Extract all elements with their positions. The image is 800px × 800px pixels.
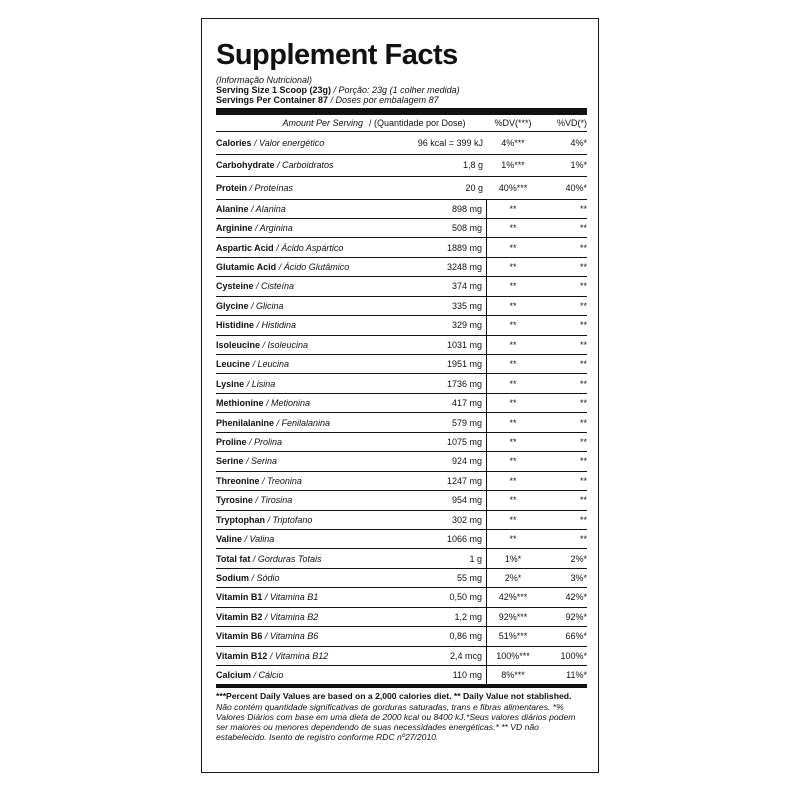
nutrient-name-cell bbox=[216, 534, 379, 544]
nutrient-dv: ** bbox=[509, 262, 517, 273]
nutrient-dv: ** bbox=[509, 378, 517, 389]
nutrient-name-pt: / Vitamina B2 bbox=[262, 611, 319, 622]
nutrient-dv: 100%*** bbox=[496, 650, 530, 661]
nutrient-name: Histidine bbox=[216, 320, 255, 331]
nutrient-name-pt: / Isoleucina bbox=[260, 339, 309, 350]
nutrient-row bbox=[216, 131, 587, 154]
nutrient-name: Glycine bbox=[216, 300, 249, 311]
nutrient-name-cell bbox=[216, 573, 379, 583]
nutrient-amount: 1,8 g bbox=[462, 160, 483, 171]
info-pt: (Informação Nutricional) bbox=[216, 75, 313, 85]
nutrient-vd: ** bbox=[579, 281, 587, 292]
nutrient-name-pt: / Cisteína bbox=[253, 281, 295, 292]
nutrient-name-pt: / Vitamina B1 bbox=[262, 592, 319, 603]
nutrient-dv: ** bbox=[509, 495, 517, 506]
nutrient-amount: 1 g bbox=[379, 549, 487, 567]
nutrient-name-cell bbox=[216, 476, 379, 486]
nutrient-name: Vitamin B6 bbox=[216, 631, 263, 642]
nutrient-row bbox=[216, 626, 587, 645]
nutrient-amount: 1951 mg bbox=[379, 355, 487, 373]
nutrient-name-pt: / Sódio bbox=[249, 573, 280, 584]
nutrient-name-cell bbox=[216, 398, 379, 408]
nutrient-name-pt: / Fenilalanina bbox=[274, 417, 331, 428]
nutrient-vd: ** bbox=[579, 475, 587, 486]
nutrient-dv: 1%* bbox=[504, 553, 522, 564]
nutrient-name: Tyrosine bbox=[216, 495, 253, 506]
nutrient-dv: 4%*** bbox=[501, 137, 525, 148]
nutrient-dv: 42%*** bbox=[498, 592, 528, 603]
nutrient-amount: 1736 mg bbox=[379, 374, 487, 392]
nutrient-name-pt: / Vitamina B12 bbox=[267, 650, 329, 661]
nutrient-vd: ** bbox=[579, 534, 587, 545]
nutrient-row bbox=[216, 490, 587, 509]
nutrient-name-cell bbox=[216, 320, 379, 330]
nutrient-name-pt: / Triptofano bbox=[265, 514, 313, 525]
nutrient-row bbox=[216, 451, 587, 470]
nutrient-name-cell bbox=[216, 670, 379, 680]
nutrient-name: Phenilalanine bbox=[216, 417, 275, 428]
nutrient-amount: 1247 mg bbox=[379, 472, 487, 490]
nutrient-dv: ** bbox=[509, 223, 517, 234]
nutrient-name-pt: / Prolina bbox=[246, 436, 283, 447]
nutrient-name: Threonine bbox=[216, 475, 260, 486]
nutrient-name-cell bbox=[216, 495, 379, 505]
nutrient-row bbox=[216, 607, 587, 626]
nutrient-vd: ** bbox=[579, 359, 587, 370]
nutrient-name-pt: / Cálcio bbox=[251, 670, 284, 681]
nutrient-dv: 1%*** bbox=[501, 160, 525, 171]
nutrient-dv: ** bbox=[509, 242, 517, 253]
nutrient-name-cell bbox=[216, 359, 379, 369]
nutrient-vd: ** bbox=[579, 456, 587, 467]
label-title: Supplement Facts bbox=[216, 39, 458, 71]
nutrient-row bbox=[216, 510, 587, 529]
nutrient-dv: ** bbox=[509, 320, 517, 331]
nutrient-vd: 40%* bbox=[565, 182, 587, 193]
header-dv: %DV(***) bbox=[494, 118, 532, 128]
nutrient-row bbox=[216, 276, 587, 295]
nutrient-row bbox=[216, 665, 587, 684]
nutrient-dv: ** bbox=[509, 203, 517, 214]
nutrient-name-pt: / Histidina bbox=[254, 320, 297, 331]
nutrient-vd: ** bbox=[579, 339, 587, 350]
nutrient-name-cell bbox=[216, 340, 379, 350]
nutrient-name: Carbohydrate bbox=[216, 160, 275, 171]
nutrient-row bbox=[216, 587, 587, 606]
column-header bbox=[216, 115, 587, 131]
nutrient-amount: 508 mg bbox=[379, 219, 487, 237]
nutrient-name: Calories bbox=[216, 137, 252, 148]
nutrient-name: Leucine bbox=[216, 359, 251, 370]
nutrient-vd: ** bbox=[579, 223, 587, 234]
nutrient-name: Isoleucine bbox=[216, 339, 261, 350]
nutrient-vd: ** bbox=[579, 436, 587, 447]
nutrient-name: Vitamin B1 bbox=[216, 592, 263, 603]
nutrient-amount: 1,2 mg bbox=[379, 608, 487, 626]
nutrient-name-cell bbox=[216, 515, 379, 525]
nutrient-dv: 8%*** bbox=[501, 670, 525, 681]
nutrient-name-cell bbox=[216, 437, 379, 447]
nutrient-row bbox=[216, 646, 587, 665]
nutrient-name: Protein bbox=[216, 182, 248, 193]
nutrient-name-cell bbox=[216, 281, 379, 291]
nutrient-name-cell bbox=[216, 592, 379, 602]
nutrient-amount: 1075 mg bbox=[379, 433, 487, 451]
nutrient-row bbox=[216, 154, 587, 177]
nutrient-row bbox=[216, 412, 587, 431]
nutrient-dv: 40%*** bbox=[498, 182, 528, 193]
nutrient-amount: 374 mg bbox=[379, 277, 487, 295]
nutrient-dv: ** bbox=[509, 300, 517, 311]
nutrient-row bbox=[216, 373, 587, 392]
nutrient-name-cell bbox=[216, 223, 379, 233]
nutrient-amount: 0,50 mg bbox=[379, 588, 487, 606]
nutrient-name: Aspartic Acid bbox=[216, 242, 274, 253]
nutrient-vd: ** bbox=[579, 242, 587, 253]
nutrient-name-pt: / Ácido Glutâmico bbox=[276, 262, 350, 273]
nutrient-dv: ** bbox=[509, 514, 517, 525]
nutrient-name-cell bbox=[216, 554, 379, 564]
footnotes bbox=[216, 684, 587, 742]
nutrient-vd: 42%* bbox=[565, 592, 587, 603]
serving-size: Serving Size 1 Scoop (23g) bbox=[216, 85, 332, 95]
nutrient-vd: 66%* bbox=[565, 631, 587, 642]
nutrient-name-cell bbox=[216, 138, 379, 148]
nutrient-name: Cysteine bbox=[216, 281, 254, 292]
nutrient-name-cell bbox=[216, 631, 379, 641]
nutrient-amount: 0,86 mg bbox=[379, 627, 487, 645]
nutrient-amount: 898 mg bbox=[379, 200, 487, 218]
nutrient-name-pt: / Ácido Aspártico bbox=[273, 242, 344, 253]
nutrient-name: Glutamic Acid bbox=[216, 262, 277, 273]
nutrient-row bbox=[216, 296, 587, 315]
nutrient-name-pt: / Gorduras Totais bbox=[250, 553, 322, 564]
nutrient-amount: 579 mg bbox=[379, 413, 487, 431]
nutrient-dv: ** bbox=[509, 475, 517, 486]
nutrient-name-pt: / Treonina bbox=[259, 475, 302, 486]
nutrient-name-pt: / Valina bbox=[242, 534, 275, 545]
nutrient-name: Sodium bbox=[216, 573, 249, 584]
nutrient-dv: 92%*** bbox=[498, 611, 528, 622]
nutrient-row bbox=[216, 257, 587, 276]
nutrient-row bbox=[216, 548, 587, 567]
nutrient-name: Serine bbox=[216, 456, 244, 467]
footnote-en: ***Percent Daily Values are based on a 2,000 calories diet. ** Daily Value not stablished. bbox=[216, 691, 572, 702]
nutrient-dv: ** bbox=[509, 534, 517, 545]
nutrient-row bbox=[216, 529, 587, 548]
nutrient-amount: 335 mg bbox=[379, 297, 487, 315]
nutrient-name-pt: / Proteínas bbox=[247, 182, 294, 193]
nutrient-amount: 329 mg bbox=[379, 316, 487, 334]
nutrient-dv: ** bbox=[509, 281, 517, 292]
nutrient-dv: 2%* bbox=[504, 573, 522, 584]
nutrient-dv: ** bbox=[509, 436, 517, 447]
nutrient-name-cell bbox=[216, 183, 379, 193]
nutrient-dv: ** bbox=[509, 417, 517, 428]
nutrient-name: Lysine bbox=[216, 378, 245, 389]
nutrient-name-pt: / Serina bbox=[243, 456, 278, 467]
nutrient-table bbox=[216, 131, 587, 684]
nutrient-amount: 3248 mg bbox=[379, 258, 487, 276]
nutrient-row bbox=[216, 471, 587, 490]
nutrient-name-cell bbox=[216, 160, 379, 170]
nutrient-amount: 110 mg bbox=[379, 666, 487, 684]
nutrient-vd: 100%* bbox=[560, 650, 587, 661]
header-amount: Amount Per Serving bbox=[282, 118, 363, 128]
nutrient-amount: 1031 mg bbox=[379, 336, 487, 354]
supplement-facts-label bbox=[201, 18, 599, 773]
nutrient-vd: 11%* bbox=[566, 670, 587, 681]
nutrient-vd: 2%* bbox=[570, 553, 587, 564]
nutrient-row bbox=[216, 335, 587, 354]
nutrient-amount: 2,4 mcg bbox=[379, 647, 487, 665]
serving-size-pt: / Porção: 23g (1 colher medida) bbox=[331, 85, 460, 95]
nutrient-row bbox=[216, 568, 587, 587]
nutrient-name: Tryptophan bbox=[216, 514, 265, 525]
nutrient-name-cell bbox=[216, 651, 379, 661]
nutrient-row bbox=[216, 432, 587, 451]
nutrient-row bbox=[216, 393, 587, 412]
nutrient-row bbox=[216, 354, 587, 373]
nutrient-row bbox=[216, 315, 587, 334]
nutrient-name: Valine bbox=[216, 534, 243, 545]
nutrient-name-cell bbox=[216, 204, 379, 214]
nutrient-amount: 417 mg bbox=[379, 394, 487, 412]
nutrient-vd: ** bbox=[579, 398, 587, 409]
nutrient-name: Methionine bbox=[216, 398, 264, 409]
nutrient-name: Proline bbox=[216, 436, 247, 447]
nutrient-row bbox=[216, 199, 587, 218]
nutrient-name: Vitamin B12 bbox=[216, 650, 268, 661]
nutrient-amount: 1889 mg bbox=[379, 238, 487, 256]
nutrient-vd: ** bbox=[579, 203, 587, 214]
footnote-pt: Não contém quantidade significativas de gorduras saturadas, trans e fibras alimentares. *% Valores Diários com base em uma dieta de 2000 kcal ou 8400 kJ.*Seus valores diários podem ser maiores ou menores dependendo de suas necessidades energéticas.* ** VD não estabelecido. Isento de registro conforme RDC nº27/2010. bbox=[216, 701, 576, 743]
divider-thick bbox=[216, 108, 587, 115]
nutrient-name-pt: / Tirosina bbox=[252, 495, 293, 506]
nutrient-vd: ** bbox=[579, 378, 587, 389]
nutrient-name-pt: / Vitamina B6 bbox=[262, 631, 319, 642]
nutrient-name-cell bbox=[216, 418, 379, 428]
nutrient-amount: 1066 mg bbox=[379, 530, 487, 548]
nutrient-amount: 96 kcal = 399 kJ bbox=[417, 137, 483, 148]
nutrient-name: Calcium bbox=[216, 670, 252, 681]
nutrient-amount: 924 mg bbox=[379, 452, 487, 470]
nutrient-name-pt: / Valor energético bbox=[251, 137, 325, 148]
nutrient-vd: ** bbox=[579, 417, 587, 428]
nutrient-name-pt: / Carboidratos bbox=[274, 160, 334, 171]
nutrient-row bbox=[216, 218, 587, 237]
nutrient-name-pt: / Lisina bbox=[244, 378, 276, 389]
nutrient-dv: ** bbox=[509, 359, 517, 370]
servings-per-container: Servings Per Container 87 bbox=[216, 95, 329, 105]
nutrient-name: Alanine bbox=[216, 203, 249, 214]
nutrient-vd: ** bbox=[579, 495, 587, 506]
nutrient-name: Vitamin B2 bbox=[216, 611, 263, 622]
nutrient-vd: ** bbox=[579, 262, 587, 273]
nutrient-vd: 92%* bbox=[565, 611, 587, 622]
nutrient-name-cell bbox=[216, 612, 379, 622]
nutrient-vd: ** bbox=[579, 514, 587, 525]
nutrient-name-cell bbox=[216, 456, 379, 466]
nutrient-name-pt: / Glicina bbox=[248, 300, 284, 311]
nutrient-vd: 1%* bbox=[570, 160, 587, 171]
header-vd: %VD(*) bbox=[556, 118, 587, 128]
nutrient-name: Arginine bbox=[216, 223, 253, 234]
nutrient-name-pt: / Leucina bbox=[250, 359, 290, 370]
servings-per-container-pt: / Doses por embalagem 87 bbox=[328, 95, 439, 105]
nutrient-dv: ** bbox=[509, 398, 517, 409]
nutrient-name-cell bbox=[216, 262, 379, 272]
nutrient-dv: 51%*** bbox=[498, 631, 528, 642]
nutrient-vd: ** bbox=[579, 320, 587, 331]
nutrient-amount: 55 mg bbox=[379, 569, 487, 587]
nutrient-row bbox=[216, 176, 587, 199]
nutrient-amount: 954 mg bbox=[379, 491, 487, 509]
header-amount-pt: / (Quantidade por Dose) bbox=[369, 118, 466, 128]
nutrient-name-pt: / Alanina bbox=[248, 203, 286, 214]
serving-info bbox=[216, 75, 587, 105]
nutrient-name: Total fat bbox=[216, 553, 251, 564]
nutrient-vd: ** bbox=[579, 300, 587, 311]
nutrient-dv: ** bbox=[509, 339, 517, 350]
nutrient-amount: 302 mg bbox=[379, 511, 487, 529]
nutrient-name-cell bbox=[216, 301, 379, 311]
nutrient-vd: 4%* bbox=[570, 137, 587, 148]
nutrient-amount: 20 g bbox=[465, 182, 483, 193]
nutrient-vd: 3%* bbox=[570, 573, 587, 584]
nutrient-name-pt: / Metionina bbox=[263, 398, 311, 409]
nutrient-name-pt: / Arginina bbox=[252, 223, 293, 234]
nutrient-name-cell bbox=[216, 243, 379, 253]
nutrient-row bbox=[216, 237, 587, 256]
nutrient-dv: ** bbox=[509, 456, 517, 467]
nutrient-name-cell bbox=[216, 379, 379, 389]
